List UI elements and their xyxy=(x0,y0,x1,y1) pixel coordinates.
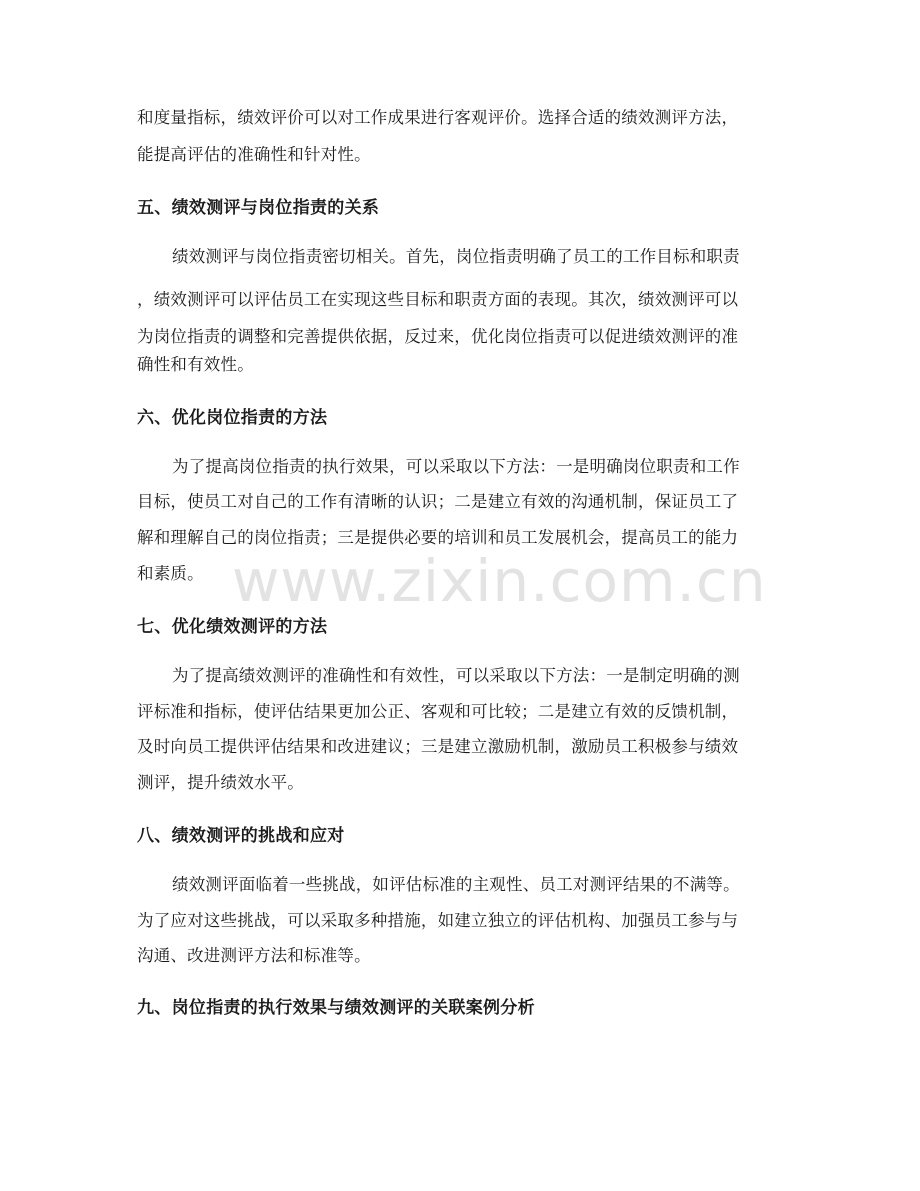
section-heading: 五、绩效测评与岗位指责的关系 xyxy=(137,198,380,218)
paragraph-line: 能提高评估的准确性和针对性。 xyxy=(137,145,371,164)
paragraph-line: 和素质。 xyxy=(137,564,204,583)
paragraph-line: 确性和有效性。 xyxy=(137,355,254,374)
paragraph-line: 为了提高岗位指责的执行效果，可以采取以下方法：一是明确岗位职责和工作 xyxy=(172,457,740,476)
paragraph-line: 绩效测评与岗位指责密切相关。首先，岗位指责明确了员工的工作目标和职责 xyxy=(172,247,740,266)
paragraph-line: 为了应对这些挑战，可以采取多种措施，如建立独立的评估机构、加强员工参与与 xyxy=(137,911,739,930)
paragraph-line: 为了提高绩效测评的准确性和有效性，可以采取以下方法：一是制定明确的测 xyxy=(172,666,740,685)
paragraph-line: 测评，提升绩效水平。 xyxy=(137,773,304,792)
section-heading: 九、岗位指责的执行效果与绩效测评的关联案例分析 xyxy=(137,998,535,1018)
paragraph-line: 和度量指标，绩效评价可以对工作成果进行客观评价。选择合适的绩效测评方法， xyxy=(137,108,739,127)
paragraph-line: ，绩效测评可以评估员工在实现这些目标和职责方面的表现。其次，绩效测评可以 xyxy=(137,290,739,309)
paragraph-line: 沟通、改进测评方法和标准等。 xyxy=(137,946,371,965)
paragraph-line: 评标准和指标，使评估结果更加公正、客观和可比较；二是建立有效的反馈机制， xyxy=(137,702,739,721)
section-heading: 七、优化绩效测评的方法 xyxy=(137,617,328,637)
paragraph-line: 绩效测评面临着一些挑战，如评估标准的主观性、员工对测评结果的不满等。 xyxy=(172,875,740,894)
section-heading: 八、绩效测评的挑战和应对 xyxy=(137,826,345,846)
paragraph-line: 解和理解自己的岗位指责；三是提供必要的培训和员工发展机会，提高员工的能力 xyxy=(137,528,739,547)
watermark: www.zixin.com.cn xyxy=(232,547,767,615)
paragraph-line: 目标，使员工对自己的工作有清晰的认识；二是建立有效的沟通机制，保证员工了 xyxy=(137,492,739,511)
paragraph-line: 为岗位指责的调整和完善提供依据，反过来，优化岗位指责可以促进绩效测评的准 xyxy=(137,327,739,346)
paragraph-line: 及时向员工提供评估结果和改进建议；三是建立激励机制，激励员工积极参与绩效 xyxy=(137,737,739,756)
section-heading: 六、优化岗位指责的方法 xyxy=(137,408,328,428)
